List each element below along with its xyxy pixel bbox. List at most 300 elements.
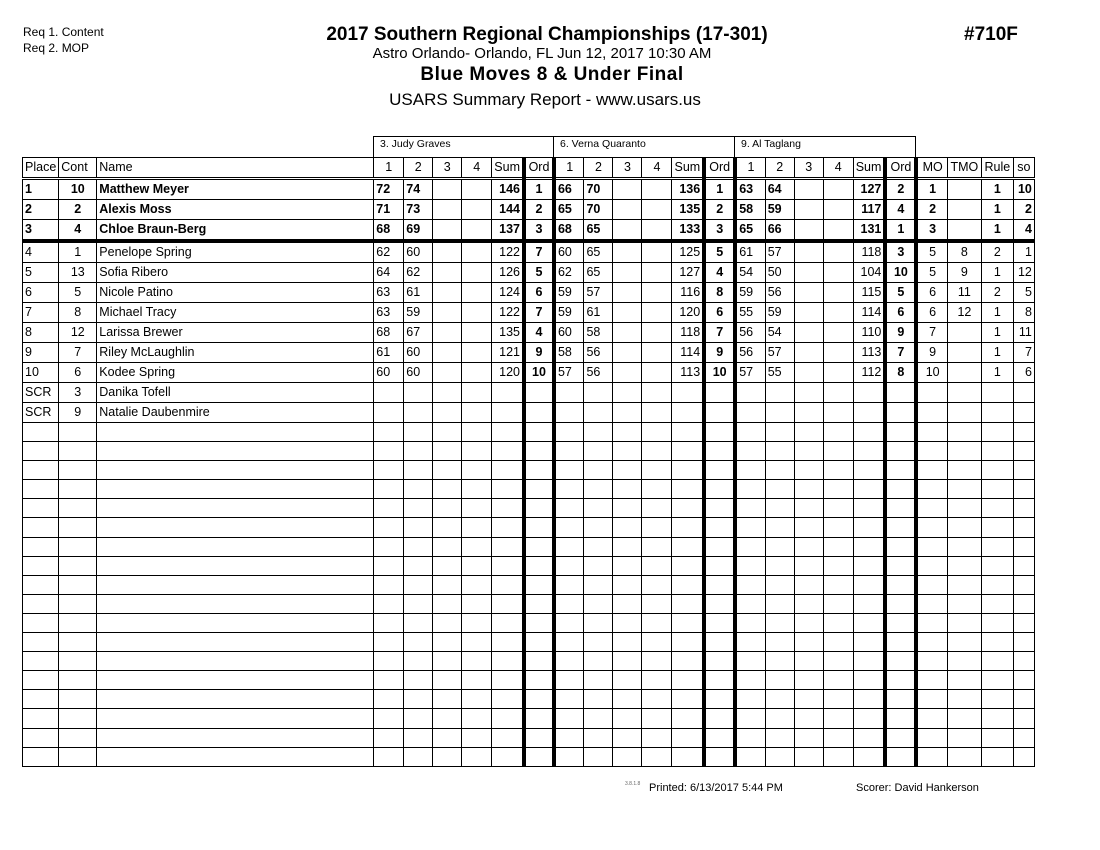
empty-cell — [374, 461, 404, 480]
empty-cell — [584, 537, 613, 556]
score-cell: 74 — [404, 179, 433, 200]
score-cell — [433, 241, 462, 263]
score-cell: 104 — [853, 263, 885, 283]
score-cell — [794, 323, 823, 343]
score-cell — [524, 403, 554, 423]
empty-cell — [433, 537, 462, 556]
score-cell — [613, 303, 642, 323]
column-header: Cont — [59, 158, 97, 179]
score-cell: 1 — [885, 220, 916, 242]
empty-cell — [462, 633, 492, 652]
table-row — [23, 343, 1035, 363]
score-cell — [404, 403, 433, 423]
empty-cell — [916, 709, 947, 728]
score-cell: 9 — [704, 343, 735, 363]
empty-cell — [735, 442, 765, 461]
empty-cell — [672, 709, 704, 728]
score-cell — [374, 403, 404, 423]
score-cell — [433, 303, 462, 323]
column-header: Ord — [524, 158, 554, 179]
empty-cell — [672, 499, 704, 518]
score-cell: 3 — [524, 220, 554, 242]
empty-row — [23, 671, 1035, 690]
empty-cell — [735, 461, 765, 480]
empty-cell — [823, 747, 853, 766]
column-header: 1 — [735, 158, 765, 179]
empty-cell — [492, 633, 524, 652]
score-cell: 67 — [404, 323, 433, 343]
empty-cell — [433, 747, 462, 766]
empty-cell — [853, 518, 885, 537]
empty-cell — [613, 633, 642, 652]
score-cell: 2 — [524, 200, 554, 220]
empty-cell — [853, 556, 885, 575]
empty-cell — [853, 461, 885, 480]
empty-cell — [853, 747, 885, 766]
score-cell — [642, 200, 672, 220]
skater-name: Larissa Brewer — [97, 323, 374, 343]
score-cell — [794, 303, 823, 323]
empty-cell — [23, 537, 59, 556]
score-cell — [642, 179, 672, 200]
empty-cell — [981, 709, 1013, 728]
empty-cell — [584, 480, 613, 499]
empty-cell — [735, 480, 765, 499]
score-cell: 9 — [885, 323, 916, 343]
skater-name: Sofia Ribero — [97, 263, 374, 283]
empty-cell — [554, 556, 584, 575]
score-cell — [823, 343, 853, 363]
empty-cell — [823, 461, 853, 480]
empty-cell — [462, 537, 492, 556]
empty-cell — [947, 690, 981, 709]
empty-cell — [823, 556, 853, 575]
empty-cell — [981, 423, 1013, 442]
score-cell: 62 — [404, 263, 433, 283]
score-cell — [885, 403, 916, 423]
place-cell: 1 — [23, 179, 59, 200]
table-row — [23, 179, 1035, 200]
empty-cell — [492, 480, 524, 499]
empty-cell — [765, 537, 794, 556]
empty-cell — [584, 747, 613, 766]
empty-cell — [462, 461, 492, 480]
score-cell — [613, 403, 642, 423]
score-cell — [462, 179, 492, 200]
column-header: 3 — [613, 158, 642, 179]
empty-cell — [524, 594, 554, 613]
empty-cell — [735, 671, 765, 690]
score-cell: 73 — [404, 200, 433, 220]
score-cell: 8 — [59, 303, 97, 323]
empty-cell — [1013, 537, 1034, 556]
score-cell: 7 — [704, 323, 735, 343]
empty-cell — [374, 518, 404, 537]
score-cell: 7 — [916, 323, 947, 343]
score-cell: 137 — [492, 220, 524, 242]
place-cell: 7 — [23, 303, 59, 323]
empty-cell — [584, 613, 613, 632]
empty-cell — [672, 575, 704, 594]
score-cell: 7 — [524, 241, 554, 263]
empty-cell — [735, 747, 765, 766]
empty-cell — [947, 594, 981, 613]
empty-cell — [23, 499, 59, 518]
empty-cell — [704, 690, 735, 709]
empty-cell — [433, 556, 462, 575]
score-cell — [462, 303, 492, 323]
score-cell: 122 — [492, 303, 524, 323]
score-cell: 5 — [524, 263, 554, 283]
score-cell — [853, 403, 885, 423]
empty-cell — [823, 575, 853, 594]
empty-cell — [885, 728, 916, 747]
score-cell — [794, 403, 823, 423]
score-cell: 2 — [1013, 200, 1034, 220]
empty-cell — [492, 499, 524, 518]
empty-cell — [462, 480, 492, 499]
score-cell: 127 — [672, 263, 704, 283]
empty-cell — [23, 671, 59, 690]
empty-row — [23, 575, 1035, 594]
empty-cell — [97, 594, 374, 613]
score-cell: 58 — [584, 323, 613, 343]
empty-cell — [916, 652, 947, 671]
empty-cell — [947, 633, 981, 652]
score-cell: 4 — [1013, 220, 1034, 242]
empty-cell — [613, 575, 642, 594]
empty-cell — [916, 556, 947, 575]
empty-cell — [704, 575, 735, 594]
empty-cell — [823, 613, 853, 632]
empty-cell — [462, 575, 492, 594]
score-cell — [1013, 403, 1034, 423]
score-cell: 1 — [1013, 241, 1034, 263]
column-header: Sum — [672, 158, 704, 179]
empty-cell — [613, 423, 642, 442]
score-cell — [853, 383, 885, 403]
empty-cell — [916, 594, 947, 613]
empty-cell — [492, 671, 524, 690]
score-cell — [823, 363, 853, 383]
empty-cell — [23, 594, 59, 613]
empty-cell — [97, 537, 374, 556]
empty-cell — [947, 518, 981, 537]
empty-cell — [23, 575, 59, 594]
score-cell — [462, 220, 492, 242]
empty-row — [23, 594, 1035, 613]
requirement-1: Req 1. Content — [23, 25, 104, 39]
empty-cell — [97, 652, 374, 671]
score-cell: 10 — [524, 363, 554, 383]
score-cell: 60 — [404, 363, 433, 383]
empty-cell — [462, 423, 492, 442]
score-cell: 68 — [374, 323, 404, 343]
empty-cell — [823, 537, 853, 556]
column-header: 2 — [404, 158, 433, 179]
empty-cell — [981, 556, 1013, 575]
column-header: 4 — [462, 158, 492, 179]
empty-cell — [23, 442, 59, 461]
empty-row — [23, 461, 1035, 480]
score-cell: 62 — [554, 263, 584, 283]
empty-cell — [704, 633, 735, 652]
empty-cell — [374, 442, 404, 461]
empty-cell — [23, 652, 59, 671]
empty-cell — [823, 518, 853, 537]
empty-cell — [794, 442, 823, 461]
score-cell: 113 — [672, 363, 704, 383]
empty-cell — [642, 423, 672, 442]
empty-cell — [823, 690, 853, 709]
empty-cell — [433, 728, 462, 747]
empty-cell — [1013, 652, 1034, 671]
empty-cell — [433, 575, 462, 594]
empty-cell — [704, 442, 735, 461]
score-cell: 66 — [765, 220, 794, 242]
score-cell: 135 — [672, 200, 704, 220]
score-cell: 10 — [59, 179, 97, 200]
empty-cell — [1013, 575, 1034, 594]
score-cell — [433, 363, 462, 383]
empty-cell — [23, 423, 59, 442]
score-cell: 55 — [735, 303, 765, 323]
empty-cell — [554, 518, 584, 537]
score-cell — [433, 179, 462, 200]
score-cell — [613, 363, 642, 383]
empty-cell — [885, 518, 916, 537]
score-cell: 1 — [704, 179, 735, 200]
empty-cell — [672, 652, 704, 671]
score-cell: 118 — [672, 323, 704, 343]
score-cell — [947, 179, 981, 200]
score-cell: 4 — [524, 323, 554, 343]
skater-name: Natalie Daubenmire — [97, 403, 374, 423]
empty-cell — [947, 709, 981, 728]
score-cell — [492, 403, 524, 423]
score-cell: 6 — [916, 283, 947, 303]
empty-cell — [23, 747, 59, 766]
empty-cell — [613, 442, 642, 461]
score-cell — [823, 403, 853, 423]
empty-cell — [404, 613, 433, 632]
empty-cell — [794, 690, 823, 709]
empty-cell — [374, 537, 404, 556]
empty-cell — [1013, 594, 1034, 613]
judge-header-3: 9. Al Taglang — [734, 136, 916, 157]
score-cell: 1 — [981, 220, 1013, 242]
score-cell — [823, 200, 853, 220]
empty-row — [23, 690, 1035, 709]
empty-cell — [916, 423, 947, 442]
table-row — [23, 363, 1035, 383]
score-cell — [433, 220, 462, 242]
column-header: 2 — [584, 158, 613, 179]
competition-title: 2017 Southern Regional Championships (17-301) — [326, 24, 768, 45]
score-cell — [642, 241, 672, 263]
score-cell — [584, 383, 613, 403]
empty-cell — [794, 671, 823, 690]
score-cell: 61 — [374, 343, 404, 363]
empty-cell — [916, 518, 947, 537]
score-cell — [584, 403, 613, 423]
empty-cell — [853, 728, 885, 747]
score-cell: 6 — [59, 363, 97, 383]
empty-cell — [97, 728, 374, 747]
empty-cell — [433, 671, 462, 690]
empty-cell — [672, 728, 704, 747]
empty-cell — [404, 690, 433, 709]
empty-cell — [916, 480, 947, 499]
score-cell: 68 — [374, 220, 404, 242]
empty-cell — [524, 690, 554, 709]
empty-cell — [554, 499, 584, 518]
score-cell: 59 — [735, 283, 765, 303]
score-cell — [433, 383, 462, 403]
empty-row — [23, 709, 1035, 728]
score-cell — [947, 403, 981, 423]
skater-name: Alexis Moss — [97, 200, 374, 220]
empty-cell — [642, 594, 672, 613]
empty-cell — [59, 671, 97, 690]
empty-cell — [672, 461, 704, 480]
empty-cell — [374, 480, 404, 499]
score-cell — [642, 323, 672, 343]
score-cell: 56 — [584, 363, 613, 383]
score-cell — [642, 403, 672, 423]
empty-cell — [584, 652, 613, 671]
empty-cell — [492, 594, 524, 613]
empty-cell — [492, 747, 524, 766]
empty-cell — [794, 537, 823, 556]
empty-cell — [524, 728, 554, 747]
score-cell: 7 — [1013, 343, 1034, 363]
empty-cell — [853, 633, 885, 652]
empty-cell — [584, 728, 613, 747]
empty-row — [23, 518, 1035, 537]
score-cell: 5 — [885, 283, 916, 303]
score-cell: 1 — [524, 179, 554, 200]
score-cell: 13 — [59, 263, 97, 283]
score-cell: 9 — [916, 343, 947, 363]
empty-cell — [97, 461, 374, 480]
empty-row — [23, 633, 1035, 652]
empty-cell — [765, 461, 794, 480]
empty-cell — [433, 423, 462, 442]
empty-cell — [981, 690, 1013, 709]
empty-cell — [462, 613, 492, 632]
score-cell: 6 — [1013, 363, 1034, 383]
score-cell — [433, 200, 462, 220]
empty-cell — [23, 480, 59, 499]
score-cell: 59 — [404, 303, 433, 323]
column-header: 3 — [433, 158, 462, 179]
score-cell: 2 — [916, 200, 947, 220]
empty-cell — [642, 652, 672, 671]
score-cell: 1 — [981, 343, 1013, 363]
empty-cell — [59, 537, 97, 556]
score-cell: 59 — [765, 200, 794, 220]
empty-cell — [613, 652, 642, 671]
score-cell: 10 — [885, 263, 916, 283]
empty-cell — [765, 594, 794, 613]
score-cell: 56 — [584, 343, 613, 363]
empty-cell — [765, 575, 794, 594]
empty-cell — [735, 709, 765, 728]
empty-cell — [462, 747, 492, 766]
empty-cell — [765, 633, 794, 652]
empty-cell — [59, 575, 97, 594]
empty-cell — [462, 594, 492, 613]
empty-cell — [916, 633, 947, 652]
empty-row — [23, 652, 1035, 671]
empty-cell — [794, 556, 823, 575]
empty-cell — [765, 652, 794, 671]
score-cell — [462, 263, 492, 283]
empty-cell — [433, 709, 462, 728]
empty-cell — [433, 461, 462, 480]
empty-cell — [97, 633, 374, 652]
table-row — [23, 241, 1035, 263]
score-cell: 144 — [492, 200, 524, 220]
score-cell — [704, 403, 735, 423]
empty-cell — [554, 537, 584, 556]
table-row — [23, 383, 1035, 403]
empty-cell — [885, 709, 916, 728]
score-cell — [794, 220, 823, 242]
empty-cell — [97, 423, 374, 442]
score-cell: 56 — [765, 283, 794, 303]
empty-cell — [1013, 442, 1034, 461]
score-cell — [492, 383, 524, 403]
empty-cell — [59, 556, 97, 575]
empty-cell — [735, 575, 765, 594]
empty-cell — [404, 461, 433, 480]
report-name: USARS Summary Report - www.usars.us — [389, 90, 701, 109]
empty-cell — [642, 690, 672, 709]
score-cell: 5 — [704, 241, 735, 263]
empty-cell — [554, 728, 584, 747]
empty-cell — [492, 556, 524, 575]
empty-cell — [765, 518, 794, 537]
empty-cell — [823, 480, 853, 499]
empty-cell — [59, 442, 97, 461]
empty-cell — [794, 423, 823, 442]
score-cell — [735, 383, 765, 403]
empty-cell — [374, 594, 404, 613]
empty-cell — [765, 709, 794, 728]
empty-cell — [404, 423, 433, 442]
empty-cell — [97, 556, 374, 575]
score-cell: 3 — [916, 220, 947, 242]
empty-cell — [59, 690, 97, 709]
score-cell: 8 — [1013, 303, 1034, 323]
empty-cell — [524, 575, 554, 594]
empty-cell — [492, 690, 524, 709]
empty-cell — [492, 709, 524, 728]
empty-cell — [613, 613, 642, 632]
empty-cell — [735, 423, 765, 442]
empty-cell — [584, 575, 613, 594]
scorer-name: Scorer: David Hankerson — [856, 782, 979, 794]
score-cell: 59 — [554, 283, 584, 303]
score-cell — [554, 383, 584, 403]
skater-name: Riley McLaughlin — [97, 343, 374, 363]
empty-cell — [853, 613, 885, 632]
empty-cell — [462, 442, 492, 461]
empty-cell — [404, 671, 433, 690]
score-cell: 8 — [704, 283, 735, 303]
